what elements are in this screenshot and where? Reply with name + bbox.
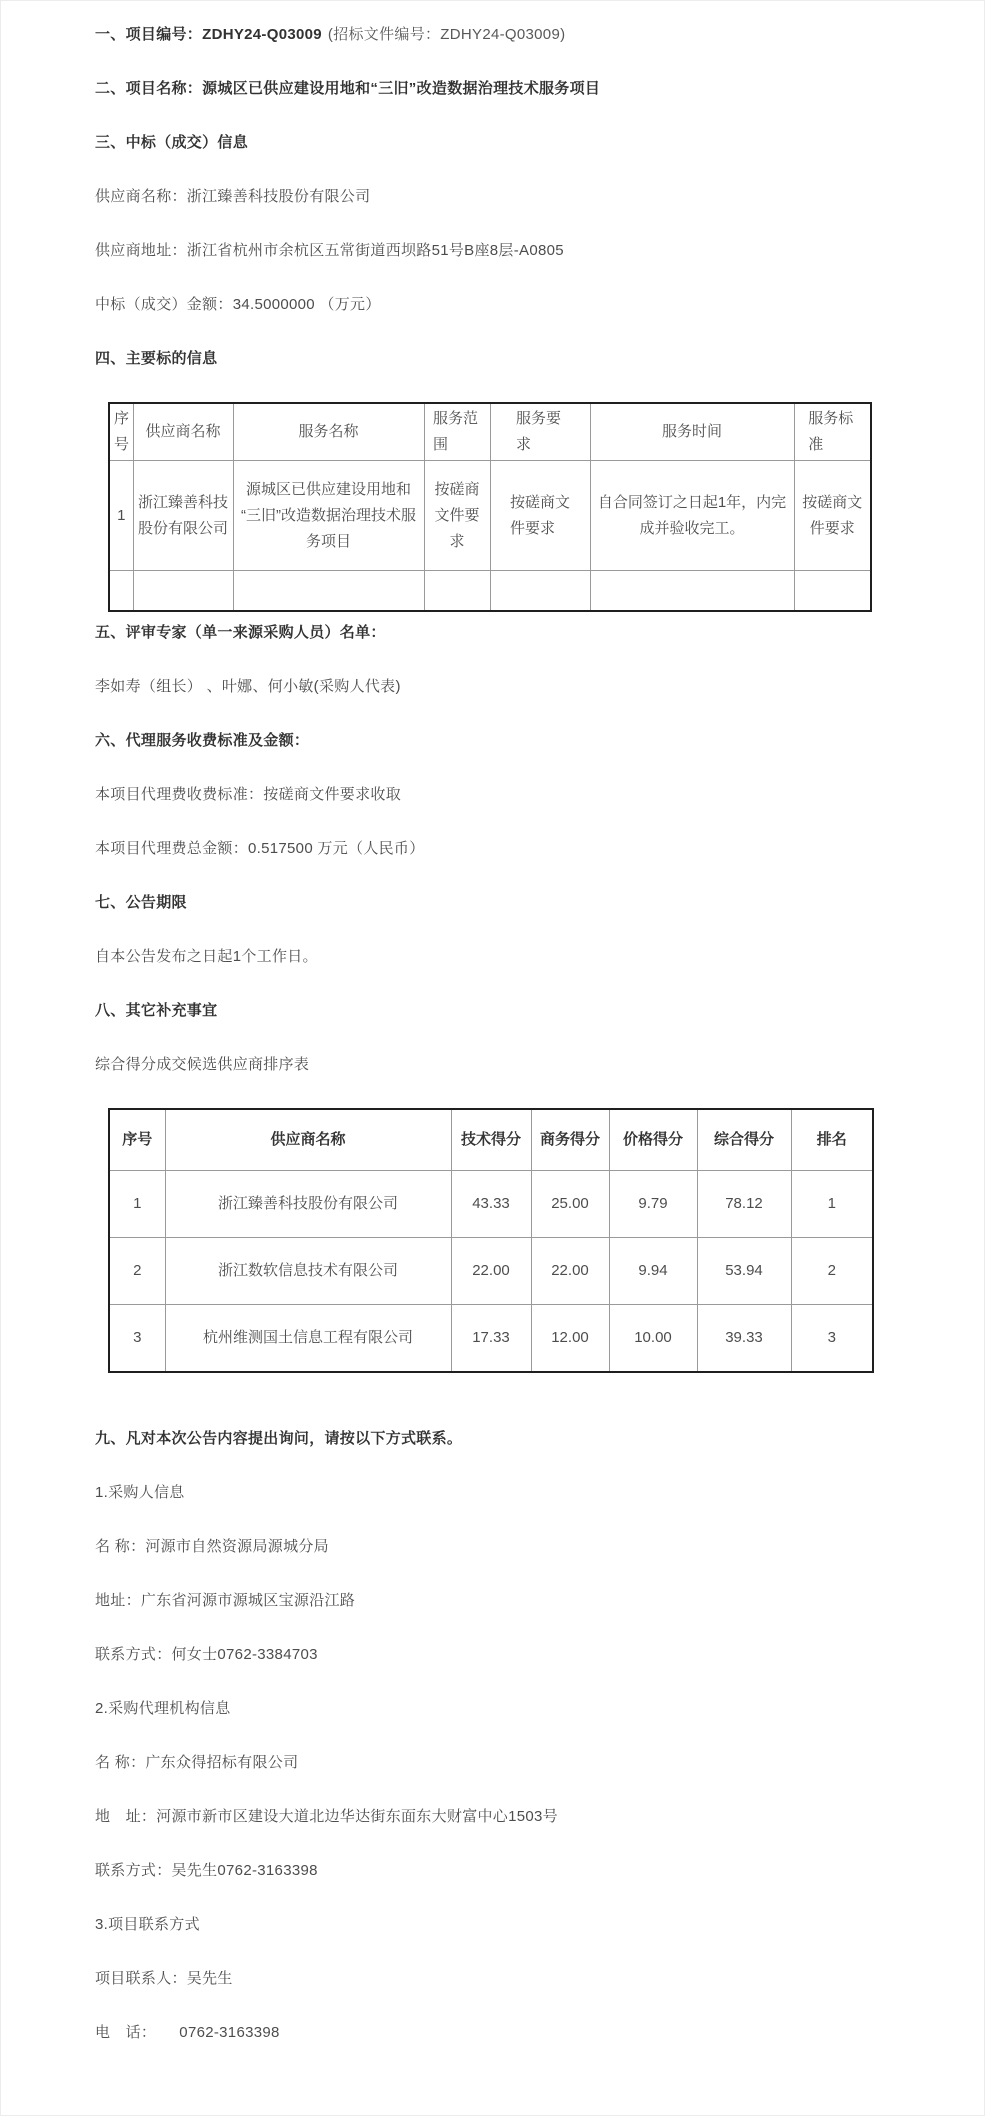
col-供应商名称: 供应商名称 [165,1109,451,1171]
col-商务得分: 商务得分 [531,1109,609,1171]
col-序号: 序号 [109,403,133,461]
score-table-header-row [109,1109,873,1171]
cell-service-name: 源城区已供应建设用地和“三旧”改造数据治理技术服务项目 [233,461,424,571]
section-3-award-info-heading: 三、中标（成交）信息 [95,134,249,151]
col-价格得分: 价格得分 [609,1109,697,1171]
col-服务名称: 服务名称 [233,403,424,461]
score-table-row-3: 3 杭州维测国土信息工程有限公司 17.33 12.00 10.00 39.33 3 [109,1304,873,1372]
col-服务标准: 服务标准 [794,403,871,461]
award-amount-line: 中标（成交）金额：34.5000000 （万元） [95,296,381,313]
section-5-experts-heading: 五、评审专家（单一来源采购人员）名单： [95,623,386,641]
col-服务范围: 服务范围 [424,403,490,461]
agency-fee-total-line: 本项目代理费总金额：0.517500 万元（人民币） [95,839,425,857]
project-contact-person-line: 项目联系人：吴先生 [95,1969,233,1987]
section-8-other-matters-heading: 八、其它补充事宜 [95,1001,218,1019]
main-bid-table-empty-row [109,571,871,611]
purchaser-contact-line: 联系方式：何女士0762-3384703 [95,1645,318,1663]
cell-supplier: 浙江臻善科技股份有限公司 [133,461,233,571]
cell-service-time: 自合同签订之日起1年，内完成并验收完工。 [590,461,794,571]
section-1-project-number [95,24,925,45]
agency-info-title: 2.采购代理机构信息 [95,1699,231,1717]
agency-name-line: 名 称：广东众得招标有限公司 [95,1753,299,1771]
experts-list: 李如寿（组长） 、叶娜、何小敏(采购人代表) [95,677,401,695]
score-table-row-1: 1 浙江臻善科技股份有限公司 43.33 25.00 9.79 78.12 1 [109,1170,873,1237]
supplier-address-line: 供应商地址：浙江省杭州市余杭区五常街道西坝路51号B座8层-A0805 [95,242,564,259]
col-排名: 排名 [791,1109,873,1171]
notice-period-line: 自本公告发布之日起1个工作日。 [95,947,318,965]
agency-fee-standard-line: 本项目代理费收费标准：按磋商文件要求收取 [95,785,402,803]
col-供应商名称: 供应商名称 [133,403,233,461]
score-ranking-table [108,1108,874,1373]
col-综合得分: 综合得分 [697,1109,791,1171]
col-服务要求: 服务要求 [490,403,590,461]
cell-no: 1 [109,461,133,571]
section-9-contact-heading: 九、凡对本次公告内容提出询问，请按以下方式联系。 [95,1429,463,1447]
supplier-name-line: 供应商名称：浙江臻善科技股份有限公司 [95,188,371,205]
project-number-label: 一、项目编号： [95,26,203,43]
cell-service-std: 按磋商文件要求 [794,461,871,571]
main-bid-table [108,402,872,612]
col-序号: 序号 [109,1109,165,1171]
project-contact-phone-line: 电 话： 0762-3163398 [95,2023,280,2041]
cell-service-scope: 按磋商文件要求 [424,461,490,571]
col-服务时间: 服务时间 [590,403,794,461]
main-bid-table-header-row [109,403,871,461]
main-bid-table-row-1 [109,461,871,571]
tender-doc-number: (招标文件编号：ZDHY24-Q03009) [327,26,566,43]
score-table-row-2: 2 浙江数软信息技术有限公司 22.00 22.00 9.94 53.94 2 [109,1237,873,1304]
project-number-value: ZDHY24-Q03009 [202,26,322,43]
cell-service-req: 按磋商文件要求 [490,461,590,571]
purchaser-name-line: 名 称：河源市自然资源局源城分局 [95,1537,329,1555]
section-7-notice-period-heading: 七、公告期限 [95,893,187,911]
project-contact-title: 3.项目联系方式 [95,1915,200,1933]
purchaser-address-line: 地址：广东省河源市源城区宝源沿江路 [95,1591,356,1609]
col-技术得分: 技术得分 [451,1109,531,1171]
ranking-table-caption: 综合得分成交候选供应商排序表 [95,1055,310,1073]
section-6-agency-fee-heading: 六、代理服务收费标准及金额： [95,731,310,749]
agency-contact-line: 联系方式：吴先生0762-3163398 [95,1861,318,1879]
section-4-main-bid-heading: 四、主要标的信息 [95,350,218,367]
purchaser-info-title: 1.采购人信息 [95,1483,185,1501]
section-2-project-name: 二、项目名称：源城区已供应建设用地和“三旧”改造数据治理技术服务项目 [95,80,601,97]
agency-address-line: 地 址：河源市新市区建设大道北边华达街东面东大财富中心1503号 [95,1807,558,1825]
